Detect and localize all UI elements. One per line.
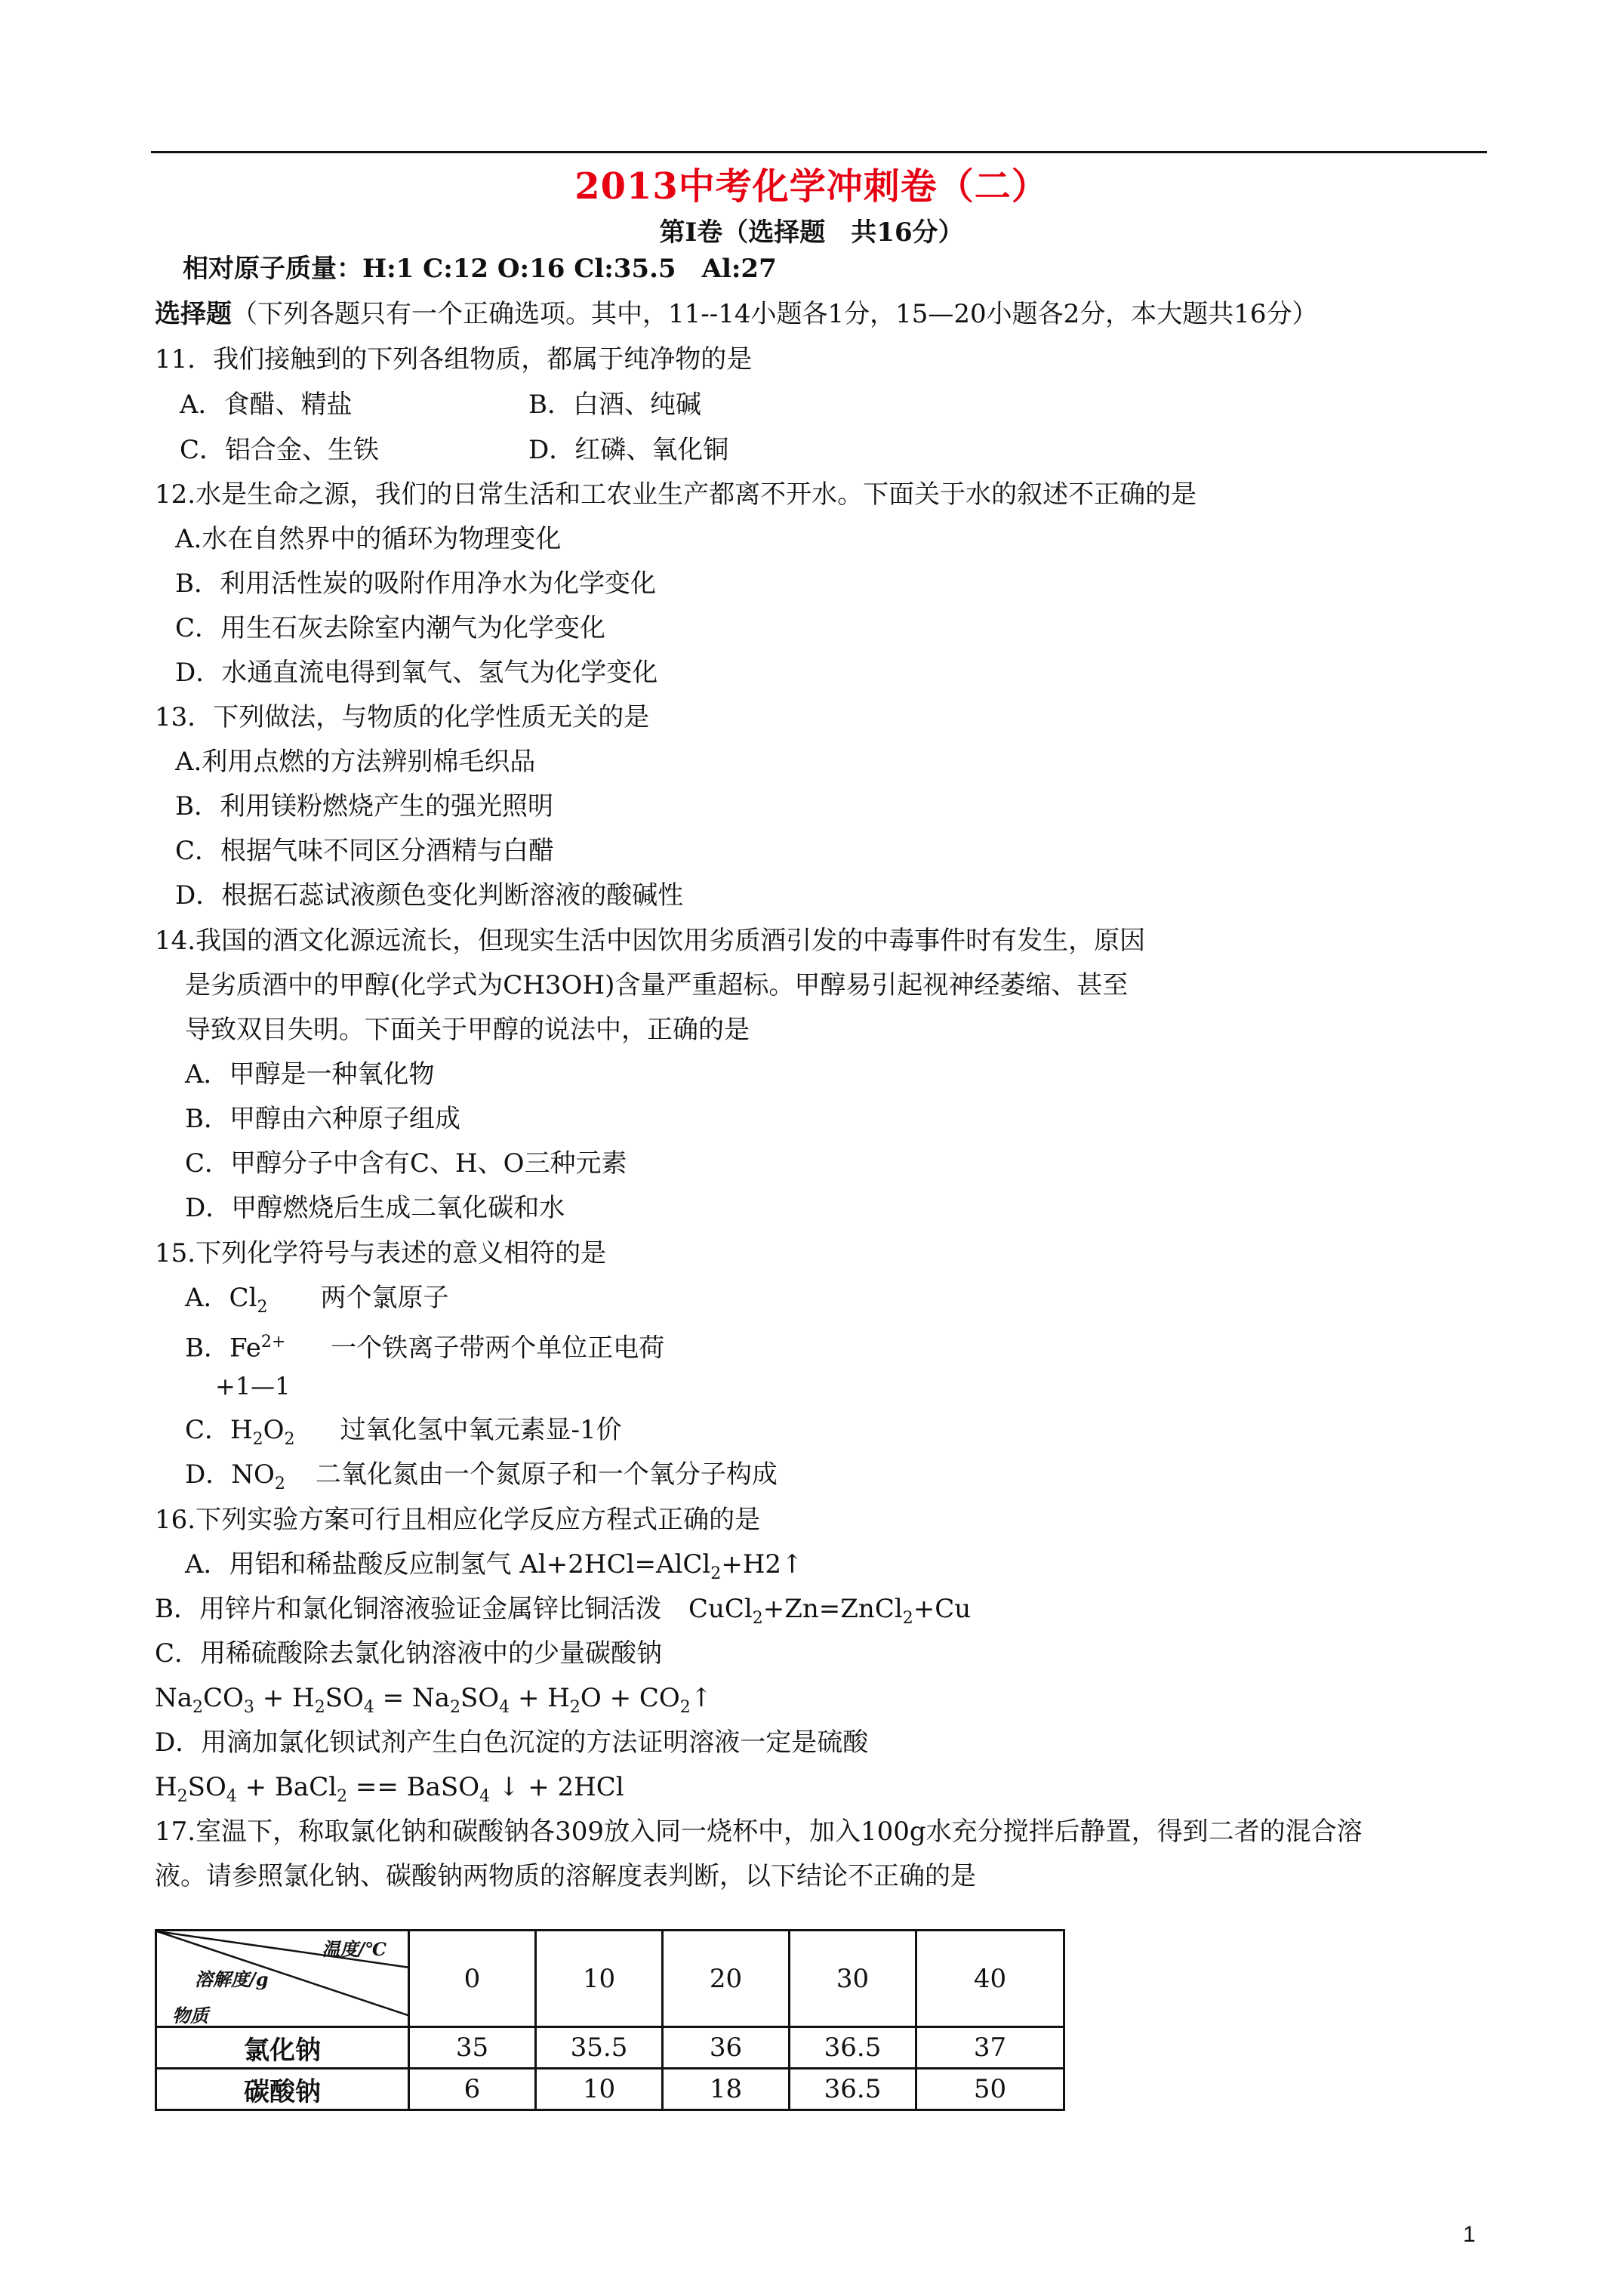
- q15-option-d: D．$NO_2$ 二氧化氮由一个氮原子和一个氧分子构成: [185, 1459, 778, 1493]
- q16-option-b: B．用锌片和氯化铜溶液验证金属锌比铜活泼 CuCl$_2$+Zn=ZnCl$_2$+Cu: [155, 1594, 972, 1628]
- q14-option-b: B．甲醇由六种原子组成: [185, 1104, 460, 1134]
- header-temperature-label: 温度/℃: [322, 1938, 387, 1960]
- section-instruction: [155, 296, 1318, 332]
- q11-option-d: D．红磷、氧化铜: [528, 435, 729, 465]
- table-header-row: [156, 1931, 1064, 2027]
- table-cell: 35.5: [536, 2027, 663, 2069]
- q13-option-c: C．根据气味不同区分酒精与白醋: [175, 836, 555, 866]
- q16-equation-d: $H_2SO_4$ + BaCl$_2$ == BaSO$_4$ ↓ + 2HCl: [155, 1772, 624, 1806]
- section-label: 选择题: [155, 299, 232, 329]
- table-cell: 18: [663, 2069, 790, 2110]
- table-cell: 50: [916, 2069, 1064, 2110]
- header-rule: [151, 151, 1487, 153]
- table-header-cell: 30: [790, 1931, 916, 2027]
- q16-equation-b: CuCl$_2$+Zn=ZnCl$_2$+Cu: [688, 1594, 972, 1628]
- table-cell: 36.5: [790, 2069, 916, 2110]
- q14-stem-line1: 14.我国的酒文化源远流长，但现实生活中因饮用劣质酒引发的中毒事件时有发生，原因: [155, 926, 1146, 956]
- q14-option-a: A．甲醇是一种氧化物: [185, 1059, 435, 1089]
- table-header-cell: 40: [916, 1931, 1064, 2027]
- table-row: [156, 2027, 1064, 2069]
- q15-option-a: A．$Cl_2$ 两个氯原子: [185, 1283, 449, 1317]
- section-instruction-text: （下列各题只有一个正确选项。其中，11--14小题各1分，15—20小题各2分，本大题共16分）: [232, 299, 1318, 329]
- q13-stem: 13．下列做法，与物质的化学性质无关的是: [155, 702, 650, 732]
- gas-up-arrow-icon: ↑: [690, 1683, 713, 1713]
- table-header-cell: 10: [536, 1931, 663, 2027]
- q11-option-b: B．白酒、纯碱: [528, 390, 701, 420]
- table-cell: 36: [663, 2027, 790, 2069]
- table-header-cell: 20: [663, 1931, 790, 2027]
- q17-stem-line2: 液。请参照氯化钠、碳酸钠两物质的溶解度表判断，以下结论不正确的是: [155, 1861, 976, 1891]
- page-title: 2013中考化学冲刺卷（二）: [574, 165, 1049, 208]
- q12-option-b: B．利用活性炭的吸附作用净水为化学变化: [175, 569, 656, 599]
- table-cell: 37: [916, 2027, 1064, 2069]
- gas-up-arrow-icon: ↑: [781, 1549, 803, 1579]
- q12-stem: 12.水是生命之源，我们的日常生活和工农业生产都离不开水。下面关于水的叙述不正确的是: [155, 479, 1197, 510]
- table-diagonal-header: [156, 1931, 409, 2027]
- table-cell: 35: [409, 2027, 536, 2069]
- q15-option-b: B．$Fe^{2+}$ 一个铁离子带两个单位正电荷: [185, 1333, 665, 1364]
- q12-option-a: A.水在自然界中的循环为物理变化: [175, 524, 562, 554]
- table-row-label: 氯化钠: [156, 2027, 409, 2069]
- table-cell: 6: [409, 2069, 536, 2110]
- section-subtitle: 第Ⅰ卷（选择题 共16分）: [659, 217, 964, 248]
- q11-option-a: A．食醋、精盐: [180, 390, 353, 420]
- q13-option-d: D．根据石蕊试液颜色变化判断溶液的酸碱性: [175, 880, 684, 911]
- q16-option-d: D．用滴加氯化钡试剂产生白色沉淀的方法证明溶液一定是硫酸: [155, 1727, 869, 1758]
- q14-option-c: C．甲醇分子中含有C、H、O三种元素: [185, 1148, 627, 1179]
- q16-option-a: A．用铝和稀盐酸反应制氢气 Al+2HCl=AlCl$_2$+H2↑: [185, 1549, 803, 1583]
- precipitate-down-arrow-icon: ↓: [497, 1772, 520, 1802]
- q14-option-d: D．甲醇燃烧后生成二氧化碳和水: [185, 1193, 565, 1223]
- q11-stem: 11．我们接触到的下列各组物质，都属于纯净物的是: [155, 344, 753, 374]
- table-row-label: 碳酸钠: [156, 2069, 409, 2110]
- q15-stem: 15.下列化学符号与表述的意义相符的是: [155, 1238, 607, 1268]
- q11-option-c: C．铝合金、生铁: [180, 435, 380, 465]
- q14-stem-line3: 导致双目失明。下面关于甲醇的说法中，正确的是: [185, 1015, 750, 1045]
- q16-option-c: C．用稀硫酸除去氯化钠溶液中的少量碳酸钠: [155, 1638, 663, 1669]
- solubility-table: [155, 1929, 1065, 2111]
- q16-stem: 16.下列实验方案可行且相应化学反应方程式正确的是: [155, 1505, 761, 1535]
- q14-stem-line2: 是劣质酒中的甲醇(化学式为CH3OH)含量严重超标。甲醇易引起视神经萎缩、甚至: [185, 970, 1129, 1000]
- q15-option-c: C．$H_2O_2$ 过氧化氢中氧元素显-1价: [185, 1415, 622, 1449]
- q16-equation-a: Al+2HCl=AlCl$_2$+H2↑: [519, 1549, 803, 1583]
- table-row: [156, 2069, 1064, 2110]
- q15-valence-marks: +1—1: [215, 1372, 291, 1401]
- page-number: 1: [1463, 2222, 1476, 2247]
- table-cell: 36.5: [790, 2027, 916, 2069]
- q17-stem-line1: 17.室温下，称取氯化钠和碳酸钠各309放入同一烧杯中，加入100g水充分搅拌后静置，得到二者的混合溶: [155, 1817, 1363, 1847]
- table-header-cell: 0: [409, 1931, 536, 2027]
- atomic-mass-line: 相对原子质量：H:1 C:12 O:16 Cl:35.5 Al:27: [183, 254, 777, 284]
- q13-option-a: A.利用点燃的方法辨别棉毛织品: [175, 747, 536, 777]
- q16-equation-c: $Na_2CO_3 + H_2SO_4 = Na_2SO_4 + H_2O$ + $CO_2↑$: [155, 1683, 713, 1717]
- q12-option-c: C．用生石灰去除室内潮气为化学变化: [175, 613, 606, 643]
- header-solubility-label: 溶解度/g: [195, 1968, 269, 1990]
- table-cell: 10: [536, 2069, 663, 2110]
- q12-option-d: D．水通直流电得到氧气、氢气为化学变化: [175, 658, 658, 688]
- header-substance-label: 物质: [172, 2005, 208, 2026]
- q13-option-b: B．利用镁粉燃烧产生的强光照明: [175, 791, 553, 821]
